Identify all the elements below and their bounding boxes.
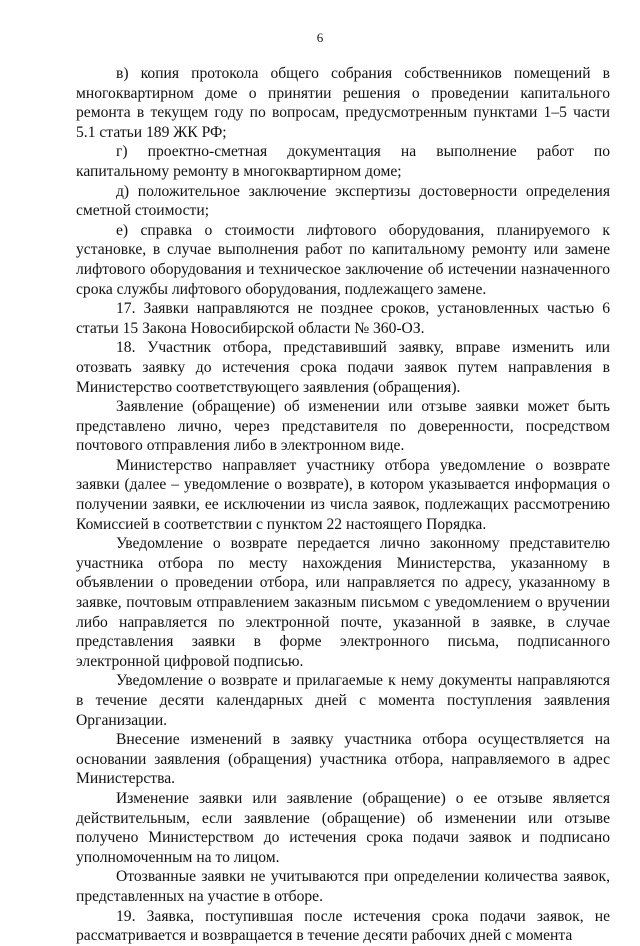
document-body [76,64,610,946]
paragraph-item-v: в) копия протокола общего собрания собственников помещений в многоквартирном доме о принятии решения о проведении капитального ремонта в текущем году по вопросам, предусмотренным пунктами 1–5 части 5.1 статьи 189 ЖК РФ; [76,65,610,141]
paragraph: Министерство направляет участнику отбора уведомление о возврате заявки (далее – уведомление о возврате), в котором указывается информация о получении заявки, ее исключении из числа заявок, подлежащих рассмотрению Комиссией в соответствии с пунктом 22 настоящего Порядка. [76,456,610,533]
paragraph-item-g: г) проектно-сметная документация на выполнение работ по капитальному ремонту в многоквартирном доме; [76,143,610,180]
paragraph-clause-18: 18. Участник отбора, представивший заявку, вправе изменить или отозвать заявку до истечения срока подачи заявок путем направления в Министерство соответствующего заявления (обращения). [76,339,610,396]
paragraph-item-e: е) справка о стоимости лифтового оборудования, планируемого к установке, в случае выполнения работ по капитальному ремонту или замене лифтового оборудования и техническое заключение об истечении назначенного срока службы лифтового оборудования, подлежащего замене. [76,221,610,298]
paragraph: Изменение заявки или заявление (обращение) о ее отзыве является действительным, если заявление (обращение) об изменении или отзыве получено Министерством до истечения срока подачи заявок и подписано уполномоченным на то лицом. [76,789,610,866]
paragraph: Заявление (обращение) об изменении или отзыве заявки может быть представлено лично, через представителя по доверенности, посредством почтового отправления либо в электронном виде. [76,398,610,455]
paragraph-clause-19: 19. Заявка, поступившая после истечения срока подачи заявок, не рассматривается и возвращается в течение десяти рабочих дней с момента [76,907,610,945]
paragraph-clause-17: 17. Заявки направляются не позднее сроков, установленных частью 6 статьи 15 Закона Новосибирской области № 360-ОЗ. [76,300,610,337]
paragraph: Внесение изменений в заявку участника отбора осуществляется на основании заявления (обращения) участника отбора, направляемого в адрес Министерства. [76,731,610,788]
paragraph-item-d: д) положительное заключение экспертизы достоверности определения сметной стоимости; [76,182,610,220]
paragraph: Отозванные заявки не учитываются при определении количества заявок, представленных на участие в отборе. [76,868,610,905]
page-number: 6 [316,30,324,45]
paragraph: Уведомление о возврате и прилагаемые к нему документы направляются в течение десяти календарных дней с момента поступления заявления Организации. [76,672,610,729]
paragraph: Уведомление о возврате передается лично законному представителю участника отбора по месту нахождения Министерства, указанному в объявлении о проведении отбора, или направляется по адресу, указанному в заявке, почтовым отправлением заказным письмом с уведомлением о вручении либо направляется по электронной почте, указанной в заявке, в случае представления заявки в форме электронного письма, подписанного электронной цифровой подписью. [76,535,610,670]
